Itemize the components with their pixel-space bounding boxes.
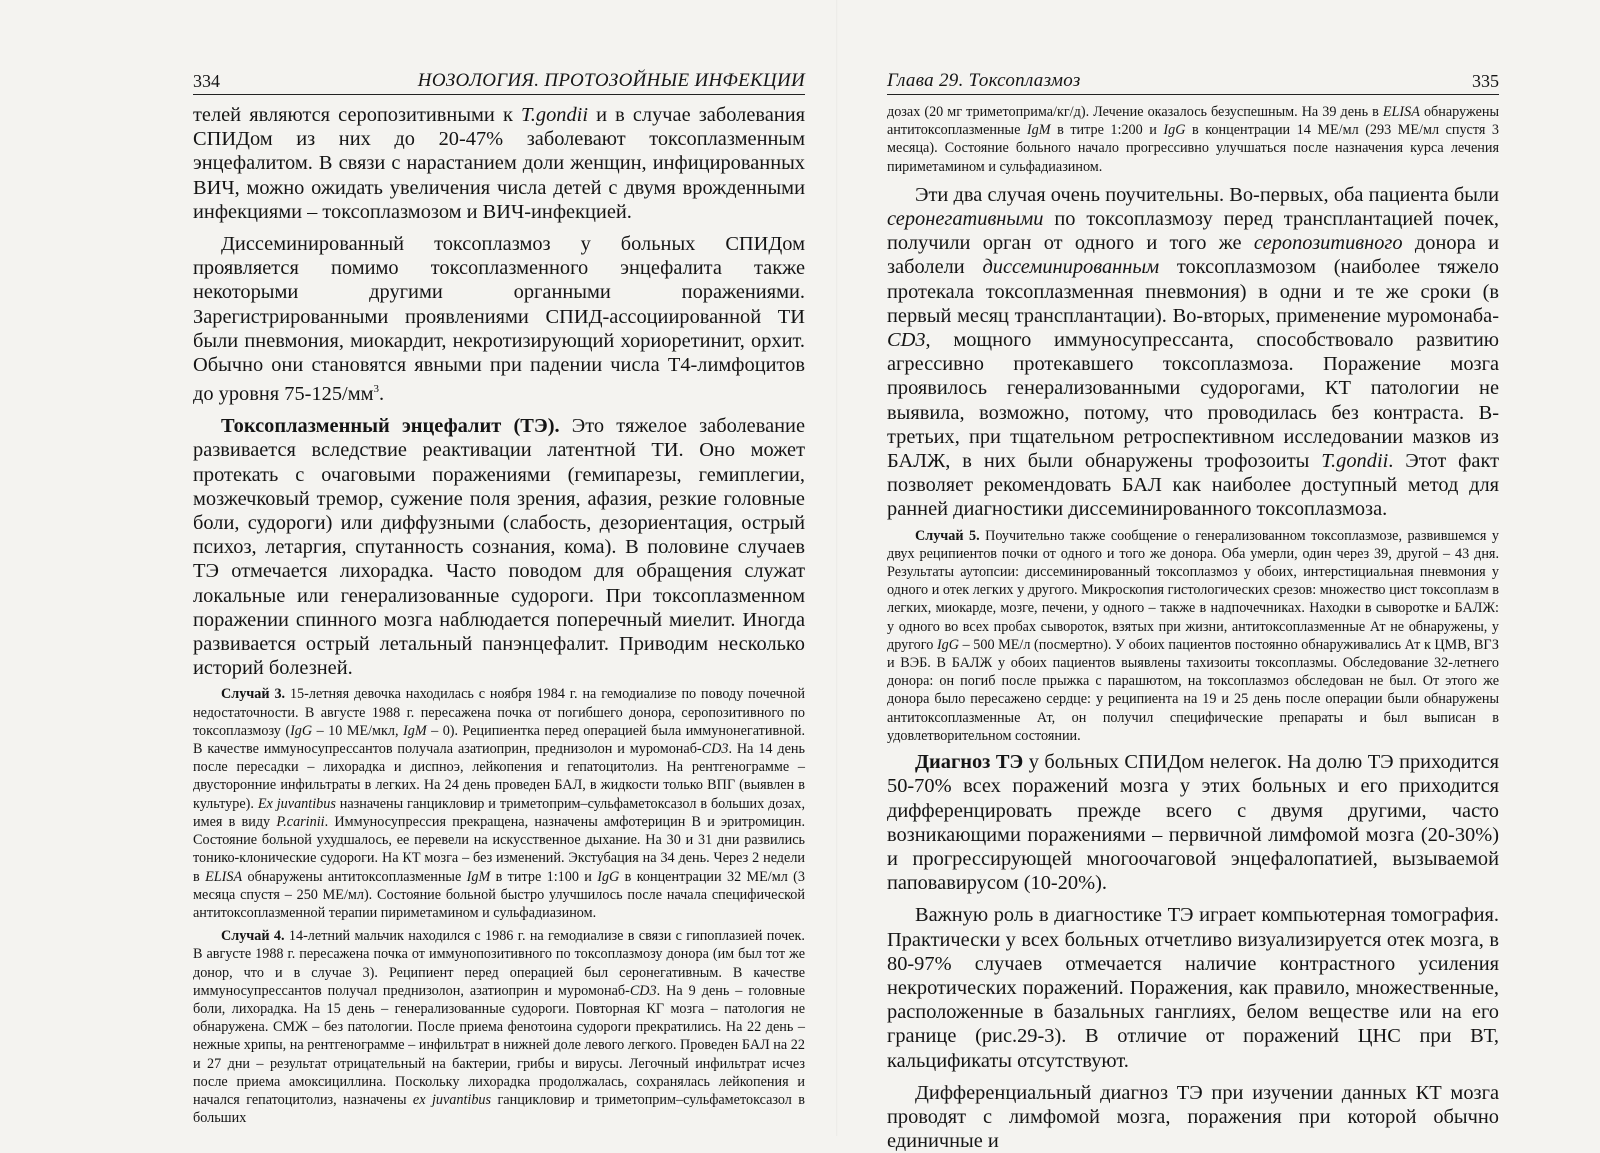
book-spine xyxy=(836,0,838,1136)
right-page xyxy=(887,70,1499,1153)
page-number: 334 xyxy=(193,71,220,91)
running-title: НОЗОЛОГИЯ. ПРОТОЗОЙНЫЕ ИНФЕКЦИИ xyxy=(417,70,805,91)
paragraph: Эти два случая очень поучительны. Во-первых, оба пациента были серонегативными по токсоплазмозу перед трансплантацией почек, получили орган от одного и того же серопозитивного донора и заболели диссеминированным токсоплазмозом (наиболее тяжело протекала токсоплазменная пневмония) в одни и те же сроки (в первый месяц трансплантации). Во-вторых, применение муромонаба-CD3, мощного иммуносупрессанта, способствовало развитию агрессивно протекавшего токсоплазмоза. Поражение мозга проявилось генерализованными судорогами, КТ патологии не выявила, возможно, потому, что проводилась без контраста. В-третьих, при тщательном ретроспективном исследовании мазков из БАЛЖ, в них были обнаружены трофозоиты T.gondii. Этот факт позволяет рекомендовать БАЛ как наиболее доступный метод для ранней диагностики диссеминированного токсоплазмоза. xyxy=(887,183,1500,521)
left-running-head xyxy=(193,70,805,95)
left-page xyxy=(193,70,805,1127)
right-running-head xyxy=(887,70,1499,95)
paragraph-diagnosis: Диагноз ТЭ у больных СПИДом нелегок. На долю ТЭ приходится 50-70% всех поражений мозга у этих больных и его приходится дифференцировать прежде всего с двумя другими, часто возникающими поражениями – первичной лимфомой мозга (20-30%) и прогрессирующей многоочаговой энцефалопатией, вызываемой паповавирусом (10-20%). xyxy=(887,751,1499,895)
paragraph: телей являются серопозитивными к T.gondii и в случае заболевания СПИДом из них до 20-47% заболевают токсоплазменным энцефалитом. В связи с нарастанием доли женщин, инфицированных ВИЧ, можно ожидать увеличения числа детей с двумя врожденными инфекциями – токсоплазмозом и ВИЧ-инфекцией. xyxy=(193,104,805,223)
paragraph: Важную роль в диагностике ТЭ играет компьютерная томография. Практически у всех больных отчетливо визуализируется отек мозга, в 80-97% случаев отмечается наличие контрастного усиления некротических поражений. Поражения, как правило, множественные, расположенные в базальных ганглиях, белом веществе или на его границе (рис.29-3). В отличие от поражений ЦНС при ВТ, кальцификаты отсутствуют. xyxy=(887,904,1499,1072)
case-3: Случай 3. 15-летняя девочка находилась с ноября 1984 г. на гемодиализе по поводу почечной недостаточности. В августе 1988 г. пересажена почка от погибшего донора, серопозитивного по токсоплазмозу (IgG – 10 МЕ/мкл, IgM – 0). Реципиентка перед операцией была иммунонегативной. В качестве иммуносупрессантов получала азатиоприн, преднизолон и муромонаб-CD3. На 14 день после пересадки – лихорадка и диспноэ, лейкопения и гепатоцитолиз. На рентгенограмме – двусторонние инфильтраты в легких. На 24 день проведен БАЛ, в жидкости только ВПГ (выявлен в культуре). Ex juvantibus назначены ганцикловир и триметоприм–сульфаметоксазол в больших дозах, имея в виду P.carinii. Иммуносупрессия прекращена, назначены амфотерицин В и эритромицин. Состояние больной ухудшалось, ее перевели на искусственное дыхание. На 30 и 31 дни развились тонико-клонические судороги. На КТ мозга – без изменений. Экстубация на 34 день. Через 2 недели в ELISA обнаружены антитоксоплазменные IgM в титре 1:100 и IgG в концентрации 32 МЕ/мл (3 месяца спустя – 250 МЕ/мл). Состояние больной быстро улучшилось после начала специфической антитоксоплазменной терапии пириметамином и сульфадиазином. xyxy=(193,686,805,921)
case-4: Случай 4. 14-летний мальчик находился с 1986 г. на гемодиализе в связи с гипоплазией почек. В августе 1988 г. пересажена почка от иммунопозитивного по токсоплазмозу донора (им был тот же донор, что и в случае 3). Реципиент перед операцией был серонегативным. В качестве иммуносупрессантов получал преднизолон, азатиоприн и муромонаб-CD3. На 9 день – головные боли, лихорадка. На 15 день – генерализованные судороги. Повторная КГ мозга – патология не обнаружена. СМЖ – без патологии. После приема фенотоина судороги прекратились. На 22 день – нежные хрипы, на рентгенограмме – инфильтрат в нижней доле левого легкого. Проведен БАЛ на 22 и 27 дни – результат отрицательный на бактерии, грибы и вирусы. Легочный инфильтрат исчез после приема амоксициллина. Поскольку лихорадка продолжалась, сохранялась лейкопения и начался гепатоцитолиз, назначены ex juvantibus ганцикловир и триметоприм–сульфаметоксазол в больших xyxy=(193,928,806,1127)
paragraph: Диссеминированный токсоплазмоз у больных СПИДом проявляется помимо токсоплазменного энцефалита также некоторыми другими органными поражениями. Зарегистрированными проявлениями СПИД-ассоциированной ТИ были пневмония, миокардит, некротизирующий хориоретинит, орхит. Обычно они становятся явными при падении числа Т4-лимфоцитов до уровня $75-125/мм^3$. xyxy=(193,233,805,406)
paragraph: Дифференциальный диагноз ТЭ при изучении данных КТ мозга проводят с лимфомой мозга, поражения при которой обычно единичные и xyxy=(887,1081,1499,1153)
case-5: Случай 5. Поучительно также сообщение о генерализованном токсоплазмозе, развившемся у двух реципиентов почки от одного и того же донора. Оба умерли, один через 39, другой – 43 дня. Результаты аутопсии: диссеминированный токсоплазмоз у обоих, интерстициальная пневмония у одного и отек легких у другого. Микроскопия гистологических срезов: множество цист токсоплазм в легких, миокарде, мозге, печени, у одного – также в надпочечниках. Находки в сыворотке и БАЛЖ: у одного во всех пробах сывороток, взятых при жизни, антитоксоплазменные Ат не обнаружены, у другого IgG – 500 МЕ/л (посмертно). У обоих пациентов постоянно обнаруживались Ат к ЦМВ, ВГЗ и ВЭБ. В БАЛЖ у обоих пациентов выявлены тахизоиты токсоплазмы. Обследование 32-летнего донора: он погиб после прыжка с парашютом, на токсоплазмоз обследован не был. От этого же донора было пересажено сердце: у реципиента на 19 и 25 день после операции были обнаружены антитоксоплазменные Ат, он получил специфические препараты и был выписан в удовлетворительном состоянии. xyxy=(887,527,1500,744)
paragraph-toxo-encephalitis: Токсоплазменный энцефалит (ТЭ). Это тяжелое заболевание развивается вследствие реактивации латентной ТИ. Оно может протекать с очаговыми поражениями (гемипарезы, гемиплегии, мозжечковый тремор, сужение поля зрения, афазия, резкие головные боли, судороги) или диффузными (слабость, дезориентация, острый психоз, летаргия, спутанность сознания, кома). В половине случаев ТЭ отмечается лихорадка. Часто поводом для обращения служат локальные или генерализованные судороги. При токсоплазменном поражении спинного мозга наблюдается поперечный миелит. Иногда развивается острый летальный панэнцефалит. Приводим несколько историй болезней. xyxy=(193,415,805,680)
page-number: 335 xyxy=(1472,71,1499,91)
case-4-continued: дозах (20 мг триметоприма/кг/д). Лечение оказалось безуспешным. На 39 день в ELISA обнаружены антитоксоплазменные IgM в титре 1:200 и IgG в концентрации 14 МЕ/мл (293 МЕ/мл спустя 3 месяца). Состояние больного начало прогрессивно улучшаться после назначения курса лечения пириметамином и сульфадиазином. xyxy=(887,104,1500,175)
running-title: Глава 29. Токсоплазмоз xyxy=(887,70,1081,91)
